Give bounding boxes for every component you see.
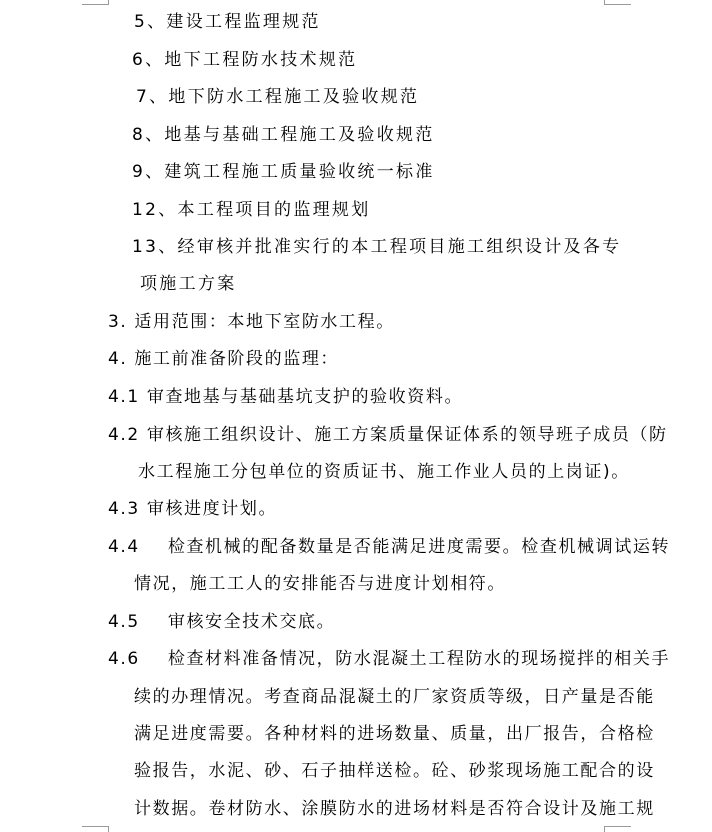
section-4-2-line-1: 4.2 审核施工组织设计、施工方案质量保证体系的领导班子成员（防 — [108, 425, 668, 445]
section-4-5-number: 4.5 — [108, 612, 140, 632]
standard-item-8: 8、地基与基础工程施工及验收规范 — [132, 125, 435, 145]
standard-item-12: 12、本工程项目的监理规划 — [132, 200, 371, 220]
section-4-5 — [108, 611, 335, 633]
standard-item-13: 13、经审核并批准实行的本工程项目施工组织设计及各专 — [132, 237, 622, 257]
section-4-6-text: 检查材料准备情况，防水混凝土工程防水的现场搅拌的相关手 — [167, 649, 671, 669]
section-4-6-line-1 — [108, 648, 670, 670]
section-4-4-text: 检查机械的配备数量是否能满足进度需要。检查机械调试运转 — [167, 537, 671, 557]
corner-mark-top-left — [82, 0, 109, 5]
section-4-4-line-2: 情况，施工工人的安排能否与进度计划相符。 — [134, 574, 506, 594]
corner-mark-top-right — [604, 0, 631, 5]
section-4-1: 4.1 审查地基与基础基坑支护的验收资料。 — [108, 387, 464, 407]
standard-item-13-cont: 项施工方案 — [140, 274, 237, 294]
section-4-4-line-1 — [108, 536, 670, 558]
section-4-heading: 4. 施工前准备阶段的监理： — [108, 349, 340, 369]
corner-mark-bottom-right — [604, 826, 631, 832]
section-4-4-number: 4.4 — [108, 537, 140, 557]
standard-item-7: 7、地下防水工程施工及验收规范 — [136, 87, 420, 107]
section-4-5-text: 审核安全技术交底。 — [167, 612, 336, 632]
standard-item-9: 9、建筑工程施工质量验收统一标准 — [132, 162, 435, 182]
corner-mark-bottom-left — [82, 826, 109, 832]
section-4-6-line-4: 验报告，水泥、砂、石子抽样送检。砼、砂浆现场施工配合的设 — [134, 761, 655, 781]
section-3-scope: 3. 适用范围：本地下室防水工程。 — [108, 312, 395, 332]
standard-item-6: 6、地下工程防水技术规范 — [132, 50, 358, 70]
section-4-6-number: 4.6 — [108, 649, 140, 669]
standard-item-5: 5、建设工程监理规范 — [134, 12, 321, 32]
section-4-2-line-2: 水工程施工分包单位的资质证书、施工作业人员的上岗证)。 — [138, 462, 630, 482]
section-4-6-line-5: 计数据。卷材防水、涂膜防水的进场材料是否符合设计及施工规 — [134, 799, 655, 819]
section-4-6-line-3: 满足进度需要。各种材料的进场数量、质量，出厂报告，合格检 — [134, 724, 655, 744]
section-4-3: 4.3 审核进度计划。 — [108, 499, 278, 519]
section-4-6-line-2: 续的办理情况。考查商品混凝土的厂家资质等级，日产量是否能 — [134, 687, 655, 707]
